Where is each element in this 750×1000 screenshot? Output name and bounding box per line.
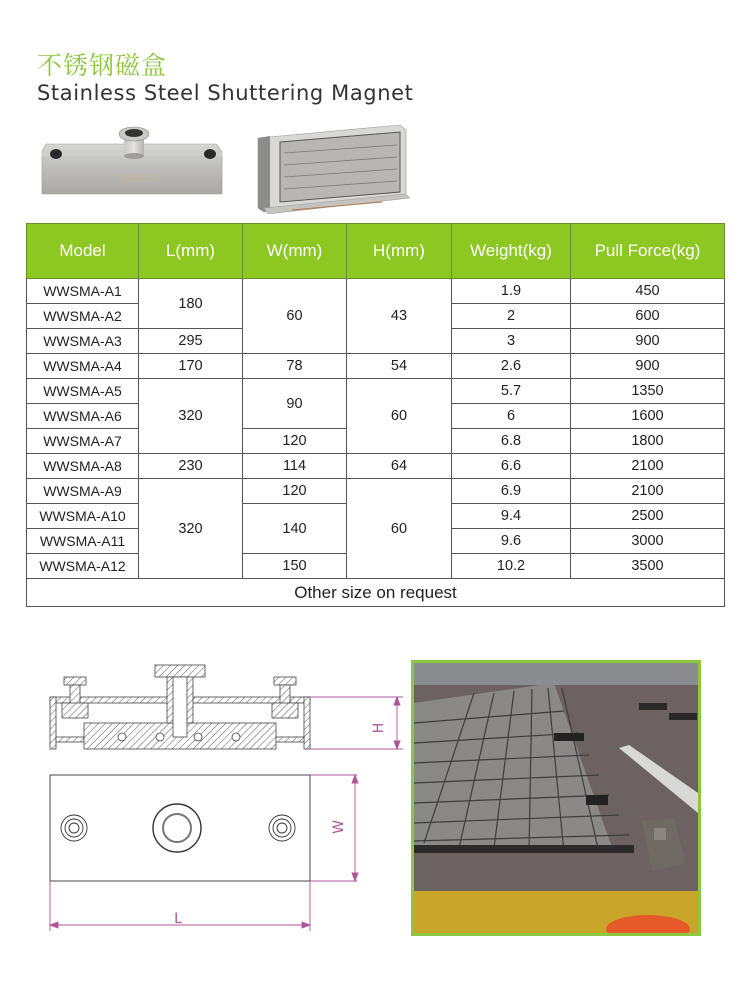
column-header-length: L(mm) <box>139 224 243 279</box>
height-dimension <box>310 697 403 749</box>
cell-pull-force: 3000 <box>571 529 725 554</box>
cell-weight: 2.6 <box>452 354 571 379</box>
svg-text:3000KG: 3000KG <box>118 173 159 185</box>
cell-weight: 5.7 <box>452 379 571 404</box>
cell-model: WWSMA-A6 <box>27 404 139 429</box>
spec-table <box>26 223 725 607</box>
cell-length: 320 <box>139 479 243 579</box>
width-label: W <box>331 820 347 834</box>
length-label: L <box>174 911 182 927</box>
application-photo <box>411 660 701 936</box>
cell-model: WWSMA-A1 <box>27 279 139 304</box>
cell-model: WWSMA-A7 <box>27 429 139 454</box>
column-header-height: H(mm) <box>347 224 452 279</box>
cell-model: WWSMA-A4 <box>27 354 139 379</box>
cell-width: 140 <box>243 504 347 554</box>
cell-height: 64 <box>347 454 452 479</box>
table-row <box>27 454 725 479</box>
cell-pull-force: 1350 <box>571 379 725 404</box>
cell-weight: 9.6 <box>452 529 571 554</box>
cell-pull-force: 900 <box>571 329 725 354</box>
cell-pull-force: 1600 <box>571 404 725 429</box>
cell-weight: 10.2 <box>452 554 571 579</box>
cell-width: 60 <box>243 279 347 354</box>
cell-height: 60 <box>347 379 452 454</box>
cell-length: 320 <box>139 379 243 454</box>
table-header-row <box>27 224 725 279</box>
cell-weight: 9.4 <box>452 504 571 529</box>
cell-width: 78 <box>243 354 347 379</box>
cell-weight: 3 <box>452 329 571 354</box>
table-row <box>27 279 725 304</box>
column-header-model: Model <box>27 224 139 279</box>
cell-model: WWSMA-A5 <box>27 379 139 404</box>
cell-pull-force: 3500 <box>571 554 725 579</box>
cell-width: 120 <box>243 429 347 454</box>
side-view-section <box>50 665 310 749</box>
cell-weight: 2 <box>452 304 571 329</box>
table-row <box>27 479 725 504</box>
height-label: H <box>371 722 387 734</box>
cell-width: 150 <box>243 554 347 579</box>
cell-model: WWSMA-A9 <box>27 479 139 504</box>
product-image-magnet-bottom <box>252 120 412 215</box>
table-footer-row <box>27 579 725 607</box>
cell-length: 230 <box>139 454 243 479</box>
cell-pull-force: 450 <box>571 279 725 304</box>
cell-height: 54 <box>347 354 452 379</box>
cell-weight: 6.6 <box>452 454 571 479</box>
cell-weight: 6.9 <box>452 479 571 504</box>
cell-weight: 1.9 <box>452 279 571 304</box>
cell-model: WWSMA-A11 <box>27 529 139 554</box>
top-view <box>50 775 310 881</box>
formwork-scene-illustration <box>414 663 698 933</box>
title-chinese: 不锈钢磁盒 <box>37 51 168 80</box>
cell-pull-force: 2500 <box>571 504 725 529</box>
cell-pull-force: 2100 <box>571 454 725 479</box>
cell-height: 43 <box>347 279 452 354</box>
cell-pull-force: 1800 <box>571 429 725 454</box>
table-row <box>27 354 725 379</box>
cell-model: WWSMA-A12 <box>27 554 139 579</box>
cell-height: 60 <box>347 479 452 579</box>
cell-model: WWSMA-A10 <box>27 504 139 529</box>
cell-length: 170 <box>139 354 243 379</box>
cell-weight: 6.8 <box>452 429 571 454</box>
cell-width: 120 <box>243 479 347 504</box>
cell-width: 114 <box>243 454 347 479</box>
column-header-width: W(mm) <box>243 224 347 279</box>
cell-pull-force: 2100 <box>571 479 725 504</box>
cell-weight: 6 <box>452 404 571 429</box>
title-english: Stainless Steel Shuttering Magnet <box>37 81 414 105</box>
cell-pull-force: 900 <box>571 354 725 379</box>
technical-drawing <box>25 655 405 940</box>
cell-pull-force: 600 <box>571 304 725 329</box>
cell-length: 180 <box>139 279 243 329</box>
cell-length: 295 <box>139 329 243 354</box>
cell-model: WWSMA-A8 <box>27 454 139 479</box>
product-image-magnet-top <box>36 122 226 202</box>
table-footer-note: Other size on request <box>27 579 725 607</box>
table-row <box>27 379 725 404</box>
cell-model: WWSMA-A3 <box>27 329 139 354</box>
cell-model: WWSMA-A2 <box>27 304 139 329</box>
column-header-weight: Weight(kg) <box>452 224 571 279</box>
cell-width: 90 <box>243 379 347 429</box>
column-header-pull-force: Pull Force(kg) <box>571 224 725 279</box>
